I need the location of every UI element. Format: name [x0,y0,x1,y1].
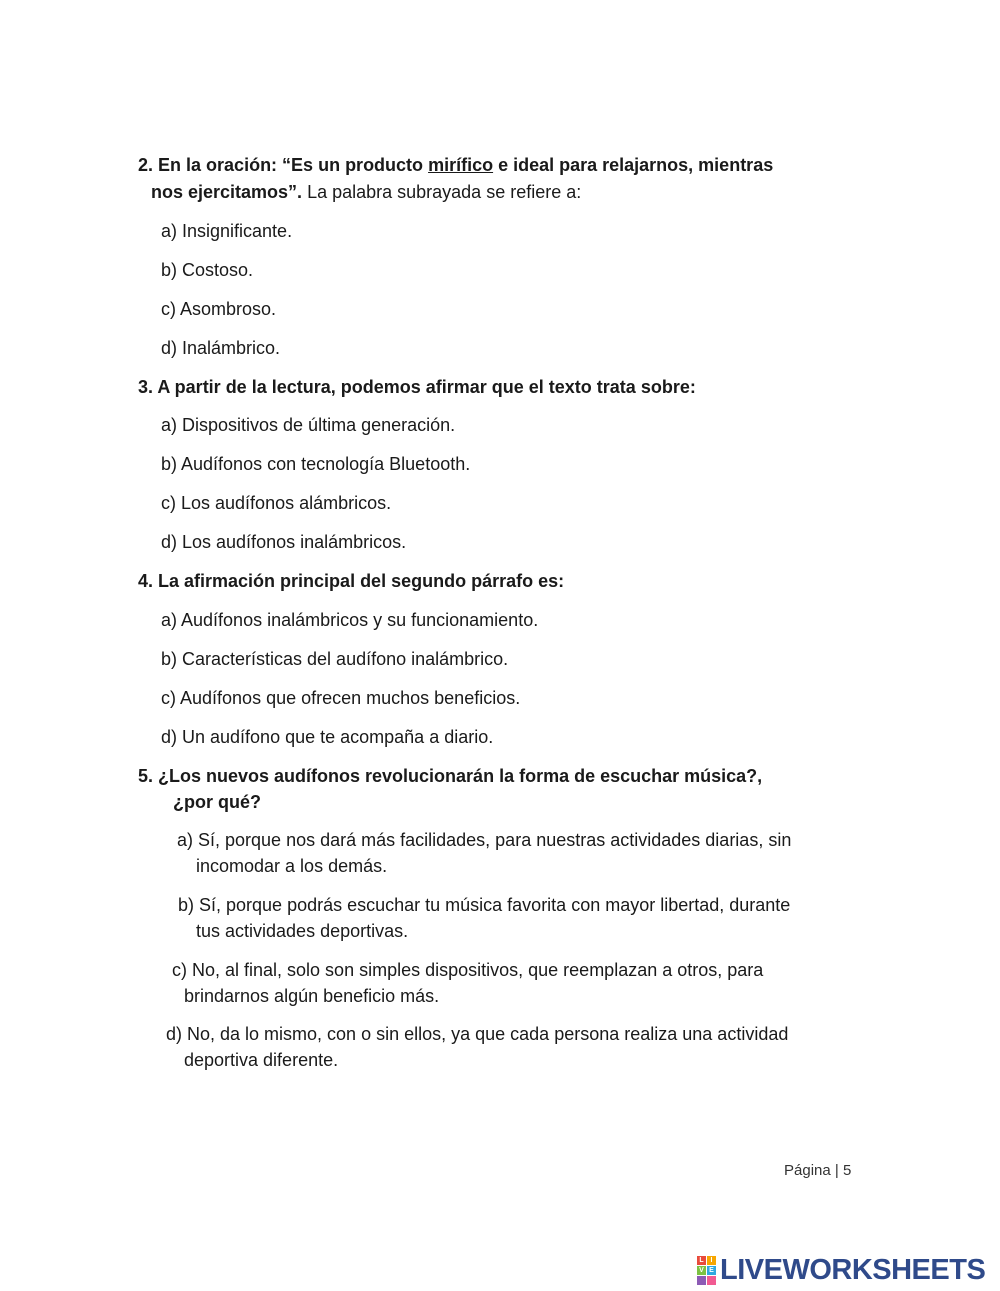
q5-option-b-line-1: b) Sí, porque podrás escuchar tu música favorita con mayor libertad, durante [178,895,791,915]
logo-square: I [707,1256,716,1265]
q5-option-d-line-2: deportiva diferente. [184,1050,339,1070]
q5-option-d-line-1: d) No, da lo mismo, con o sin ellos, ya que cada persona realiza una actividad [166,1024,789,1044]
q5-option-b[interactable] [178,892,790,944]
logo-text: LIVEWORKSHEETS [720,1254,986,1286]
question-2-line-2 [151,179,581,205]
underlined-word: mirífico [428,155,494,175]
question-5-line-2: ¿por qué? [173,792,261,812]
q2-option-a[interactable]: a) Insignificante. [161,221,293,241]
question-2-text-a: En la oración: “Es un producto [158,155,429,175]
question-2-line-1 [138,152,773,178]
question-4: 4. La afirmación principal del segundo párrafo es: [138,571,565,591]
q5-option-b-line-2: tus actividades deportivas. [196,921,409,941]
question-2-text-b: e ideal para relajarnos, mientras [493,155,774,175]
q5-option-a[interactable] [177,827,791,879]
q5-option-c[interactable] [172,957,763,1009]
logo-square: L [697,1256,706,1265]
q4-option-b[interactable]: b) Características del audífono inalámbrico. [161,649,509,669]
q4-option-a[interactable]: a) Audífonos inalámbricos y su funcionamiento. [161,610,539,630]
logo-square [707,1276,716,1285]
page-number: Página | 5 [784,1162,852,1179]
question-5-line-1: 5. ¿Los nuevos audífonos revolucionarán la forma de escuchar música?, [138,766,763,786]
q4-option-d[interactable]: d) Un audífono que te acompaña a diario. [161,727,494,747]
logo-square: E [707,1266,716,1275]
q2-option-b[interactable]: b) Costoso. [161,260,254,280]
q3-option-d[interactable]: d) Los audífonos inalámbricos. [161,532,407,552]
question-3: 3. A partir de la lectura, podemos afirmar que el texto trata sobre: [138,377,696,397]
q3-option-b[interactable]: b) Audífonos con tecnología Bluetooth. [161,454,471,474]
q2-option-d[interactable]: d) Inalámbrico. [161,338,281,358]
logo-square: V [697,1266,706,1275]
q5-option-a-line-1: a) Sí, porque nos dará más facilidades, para nuestras actividades diarias, sin [177,830,792,850]
q5-option-c-line-1: c) No, al final, solo son simples dispositivos, que reemplazan a otros, para [172,960,764,980]
q2-option-c[interactable]: c) Asombroso. [161,299,277,319]
question-2-bold-end: nos ejercitamos”. [151,182,303,202]
q3-option-c[interactable]: c) Los audífonos alámbricos. [161,493,392,513]
q3-option-a[interactable]: a) Dispositivos de última generación. [161,415,456,435]
logo-square [697,1276,706,1285]
question-2-number: 2. [138,155,154,175]
q5-option-d[interactable] [166,1021,788,1073]
q5-option-c-line-2: brindarnos algún beneficio más. [184,986,440,1006]
q4-option-c[interactable]: c) Audífonos que ofrecen muchos beneficios. [161,688,521,708]
q5-option-a-line-2: incomodar a los demás. [196,856,388,876]
liveworksheets-logo [697,1254,985,1287]
question-2-prompt: La palabra subrayada se refiere a: [302,182,582,202]
logo-icon [697,1256,716,1285]
